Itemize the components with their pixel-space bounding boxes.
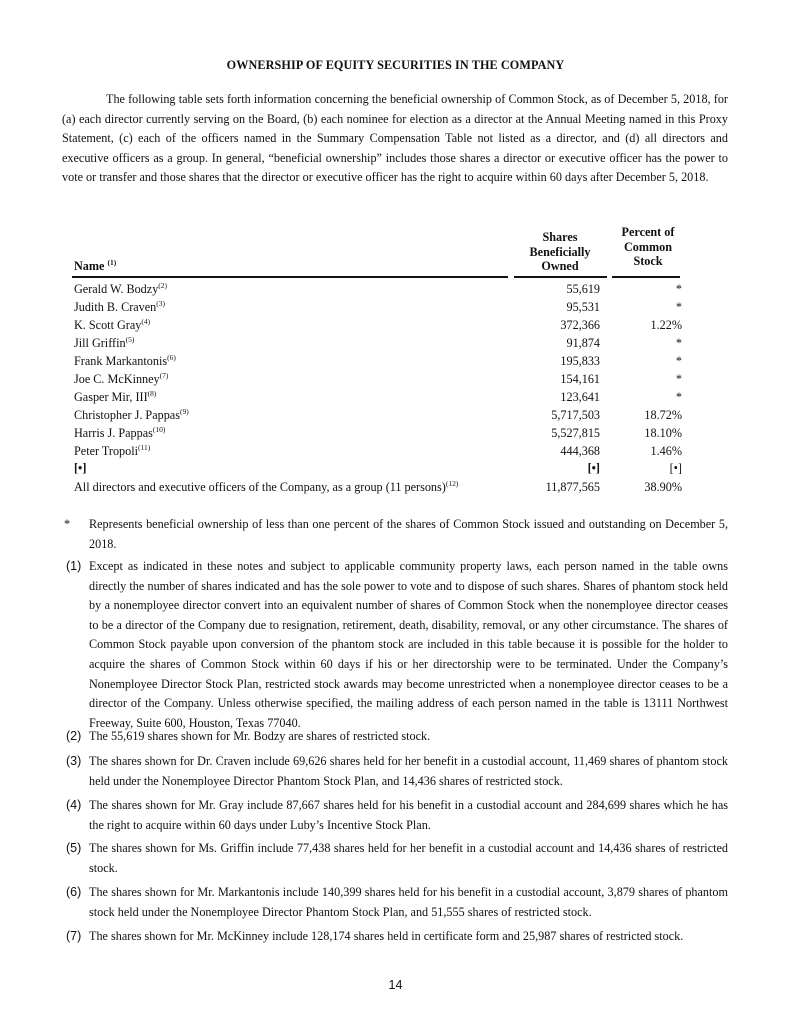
percent-owned: * (675, 354, 682, 368)
owner-name: Christopher J. Pappas$^{(9)}$ (74, 407, 189, 422)
owner-name: Peter Tropoli$^{(11)}$ (74, 443, 151, 458)
shares-owned: 372,366 (560, 318, 600, 332)
table-row-total (0, 480, 791, 498)
table-row (0, 300, 791, 318)
page-number: 14 (388, 978, 403, 992)
footnote-text: The shares shown for Mr. Gray include 87,667 shares held for his benefit in a custodial account and 284,699 shares which he has the right to acquire within 60 days under Luby’s Incentive Stock Plan. (89, 798, 728, 832)
table-row (0, 461, 791, 479)
owner-name: [•] (74, 461, 87, 475)
table-row (0, 390, 791, 408)
percent-owned: * (675, 282, 682, 296)
owner-name: All directors and executive officers of the Company, as a group (11 persons)$^{(12)}$ (74, 479, 459, 494)
intro-paragraph: The following table sets forth information concerning the beneficial ownership of Common Stock, as of December 5, 2018, for (a) each director currently serving on the Board, (b) each nominee for election as a director at the Annual Meeting named in this Proxy Statement, (c) each of the officers named in the Summary Compensation Table not listed as a director, and (d) all directors and executive officers as a group. In general, “beneficial ownership” includes those shares a director or executive officer has the power to vote or transfer and those shares that the director or executive officer has the right to acquire within 60 days after December 5, 2018. (62, 92, 728, 185)
footnote-text: Represents beneficial ownership of less than one percent of the shares of Common Stock issued and outstanding on December 5, 2018. (89, 517, 728, 551)
footnote-text: The shares shown for Dr. Craven include 69,626 shares held for her benefit in a custodial account, 11,469 shares of phantom stock held under the Nonemployee Director Phantom Stock Plan, and 14,436 shares of restricted stock. (89, 754, 728, 788)
owner-name: Frank Markantonis$^{(6)}$ (74, 353, 176, 368)
owner-name: Harris J. Pappas$^{(10)}$ (74, 425, 166, 440)
owner-name: Judith B. Craven$^{(3)}$ (74, 299, 166, 314)
shares-owned: 11,877,565 (545, 480, 600, 494)
shares-owned: 444,368 (560, 444, 600, 458)
shares-owned: 123,641 (560, 390, 600, 404)
footnote-5 (62, 839, 728, 878)
footnote-4 (62, 796, 728, 835)
footnote-text: The shares shown for Ms. Griffin include 77,438 shares held for her benefit in a custodial account and 14,436 shares of restricted stock. (89, 841, 728, 875)
shares-owned: 91,874 (566, 336, 600, 350)
footnote-6 (62, 883, 728, 922)
shares-owned: 55,619 (566, 282, 600, 296)
footnote-text: Except as indicated in these notes and subject to applicable community property laws, each person named in the table owns directly the number of shares indicated and has the sole power to vote and to dispose of such shares. Shares of phantom stock held by a nonemployee director convert into an equivalent number of shares of Common Stock when the nonemployee director ceases to be a director of the Company due to resignation, retirement, death, disability, removal, or any other circumstance. The shares of Common Stock payable upon conversion of the phantom stock are included in this table because it is possible for the holder to acquire the shares of Common Stock within 60 days if his or her directorship were to be terminated. Under the Company’s Nonemployee Director Stock Plan, restricted stock awards may become unrestricted when a nonemployee director ceases to be a director of the Company. Unless otherwise specified, the mailing address of each person named in the table is 13111 Northwest Freeway, Suite 600, Houston, Texas 77040. (89, 559, 728, 730)
percent-owned: 38.90% (644, 480, 682, 494)
shares-owned: 5,527,815 (551, 426, 600, 440)
table-row (0, 408, 791, 426)
footnote-mark: (5) (66, 841, 82, 855)
table-row (0, 336, 791, 354)
footnote-mark: (6) (66, 885, 82, 899)
table-row (0, 426, 791, 444)
footnote-text: The shares shown for Mr. Markantonis include 140,399 shares held for his benefit in a custodial account, 3,879 shares of phantom stock held under the Nonemployee Director Phantom Stock Plan, and 51,555 shares of restricted stock. (89, 885, 728, 919)
footnote-text: The shares shown for Mr. McKinney include 128,174 shares held in certificate form and 25,987 shares of restricted stock. (89, 929, 684, 943)
percent-owned: 1.22% (650, 318, 682, 332)
header-rule (612, 276, 680, 278)
footnote-mark: (2) (66, 729, 82, 743)
footnote-mark: * (64, 517, 71, 531)
column-header-shares: Shares Beneficially Owned (529, 230, 591, 273)
table-row (0, 318, 791, 336)
shares-owned: [•] (587, 461, 600, 475)
footnote-1 (62, 557, 728, 733)
header-rule (514, 276, 607, 278)
footnote-7 (62, 927, 728, 947)
shares-owned: 95,531 (566, 300, 600, 314)
owner-name: Gasper Mir, III$^{(8)}$ (74, 389, 157, 404)
footnote-mark: (4) (66, 798, 82, 812)
percent-owned: * (675, 300, 682, 314)
percent-owned: 18.72% (644, 408, 682, 422)
shares-owned: 195,833 (560, 354, 600, 368)
owner-name: K. Scott Gray$^{(4)}$ (74, 317, 151, 332)
percent-owned: [•] (669, 461, 682, 475)
header-rule (72, 276, 508, 278)
footnote-star (62, 515, 728, 554)
shares-owned: 5,717,503 (551, 408, 600, 422)
table-row (0, 282, 791, 300)
footnote-mark: (7) (66, 929, 82, 943)
table-row (0, 444, 791, 462)
shares-owned: 154,161 (560, 372, 600, 386)
owner-name: Jill Griffin$^{(5)}$ (74, 335, 135, 350)
owner-name: Gerald W. Bodzy$^{(2)}$ (74, 281, 168, 296)
percent-owned: * (675, 372, 682, 386)
footnote-3 (62, 752, 728, 791)
owner-name: Joe C. McKinney$^{(7)}$ (74, 371, 169, 386)
column-header-name: Name $^{(1)}$ (74, 258, 117, 273)
column-header-percent: Percent of Common Stock (621, 225, 675, 268)
footnote-mark: (1) (66, 559, 82, 573)
percent-owned: * (675, 336, 682, 350)
percent-owned: 18.10% (644, 426, 682, 440)
footnote-2 (62, 727, 728, 747)
percent-owned: 1.46% (650, 444, 682, 458)
percent-owned: * (675, 390, 682, 404)
footnote-text: The 55,619 shares shown for Mr. Bodzy are shares of restricted stock. (89, 729, 431, 743)
table-row (0, 354, 791, 372)
footnote-mark: (3) (66, 754, 82, 768)
section-title: OWNERSHIP OF EQUITY SECURITIES IN THE COMPANY (226, 58, 565, 72)
table-row (0, 372, 791, 390)
